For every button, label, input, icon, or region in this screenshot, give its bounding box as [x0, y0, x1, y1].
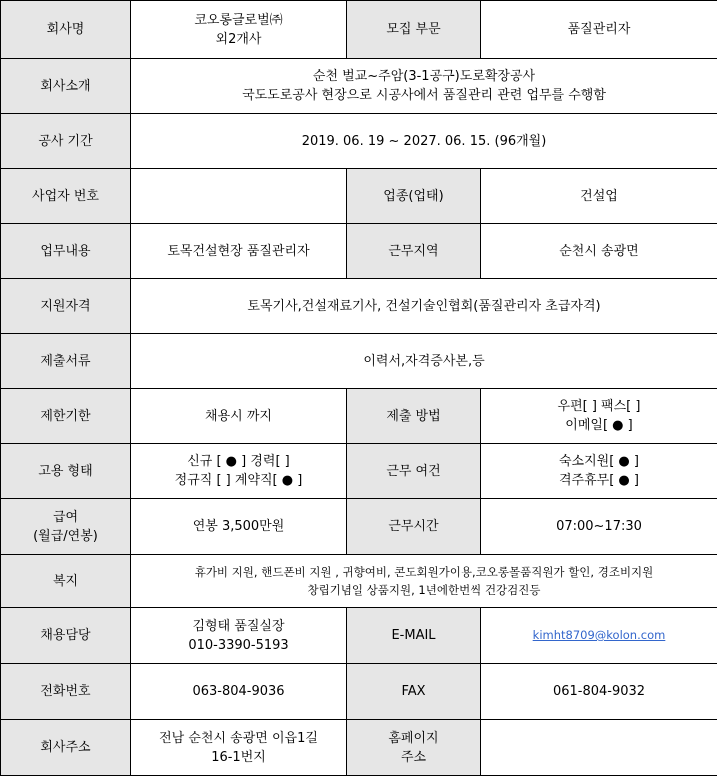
- value-duty: 토목건설현장 품질관리자: [131, 224, 347, 279]
- label-phone: 전화번호: [1, 664, 131, 720]
- row-address: [1, 720, 717, 776]
- label-industry: 업종(업태): [347, 169, 481, 224]
- value-work-hours: 07:00~17:30: [481, 499, 717, 555]
- value-company: 코오롱글로벌㈜ 외2개사: [131, 1, 347, 59]
- label-period: 공사 기간: [1, 114, 131, 169]
- label-company: 회사명: [1, 1, 131, 59]
- label-employment-type: 고용 형태: [1, 444, 131, 499]
- row-phone: [1, 664, 717, 720]
- row-company: [1, 1, 717, 59]
- value-location: 순천시 송광면: [481, 224, 717, 279]
- row-manager: [1, 608, 717, 664]
- row-welfare: [1, 555, 717, 608]
- value-period: 2019. 06. 19 ~ 2027. 06. 15. (96개월): [131, 114, 717, 169]
- value-industry: 건설업: [481, 169, 717, 224]
- label-submit-method: 제출 방법: [347, 389, 481, 444]
- label-manager: 채용담당: [1, 608, 131, 664]
- row-business: [1, 169, 717, 224]
- label-fax: FAX: [347, 664, 481, 720]
- value-submit-method: 우편[ ] 팩스[ ] 이메일[ ● ]: [481, 389, 717, 444]
- value-position: 품질관리자: [481, 1, 717, 59]
- value-employment-type: 신규 [ ● ] 경력[ ] 정규직 [ ] 계약직[ ● ]: [131, 444, 347, 499]
- value-documents: 이력서,자격증사본,등: [131, 334, 717, 389]
- value-intro: 순천 벌교~주암(3-1공구)도로확장공사 국도도로공사 현장으로 시공사에서 품질관리 관련 업무를 수행함: [131, 59, 717, 114]
- email-link[interactable]: kimht8709@kolon.com: [533, 628, 666, 642]
- value-work-conditions: 숙소지원[ ● ] 격주휴무[ ● ]: [481, 444, 717, 499]
- row-salary: [1, 499, 717, 555]
- label-address: 회사주소: [1, 720, 131, 776]
- value-deadline: 채용시 까지: [131, 389, 347, 444]
- row-documents: [1, 334, 717, 389]
- value-fax: 061-804-9032: [481, 664, 717, 720]
- value-address: 전남 순천시 송광면 이읍1길 16-1번지: [131, 720, 347, 776]
- label-email: E-MAIL: [347, 608, 481, 664]
- label-duty: 업무내용: [1, 224, 131, 279]
- row-intro: [1, 59, 717, 114]
- row-qualification: [1, 279, 717, 334]
- value-qualification: 토목기사,건설재료기사, 건설기술인협회(품질관리자 초급자격): [131, 279, 717, 334]
- value-welfare: 휴가비 지원, 핸드폰비 지원 , 귀향여비, 콘도회원가이용,코오롱몰품직원가 할인, 경조비지원 창립기념일 상품지원, 1년에한번씩 건강검진등: [131, 555, 717, 608]
- value-business-number: [131, 169, 347, 224]
- label-work-hours: 근무시간: [347, 499, 481, 555]
- label-welfare: 복지: [1, 555, 131, 608]
- label-work-conditions: 근무 여건: [347, 444, 481, 499]
- label-deadline: 제한기한: [1, 389, 131, 444]
- value-manager: 김형태 품질실장 010-3390-5193: [131, 608, 347, 664]
- label-location: 근무지역: [347, 224, 481, 279]
- row-duty: [1, 224, 717, 279]
- label-salary: 급여 (월급/연봉): [1, 499, 131, 555]
- label-business-number: 사업자 번호: [1, 169, 131, 224]
- value-phone: 063-804-9036: [131, 664, 347, 720]
- value-salary: 연봉 3,500만원: [131, 499, 347, 555]
- label-position: 모집 부문: [347, 1, 481, 59]
- value-homepage: [481, 720, 717, 776]
- value-email: [481, 608, 717, 664]
- label-documents: 제출서류: [1, 334, 131, 389]
- row-deadline: [1, 389, 717, 444]
- label-intro: 회사소개: [1, 59, 131, 114]
- row-employment: [1, 444, 717, 499]
- label-qualification: 지원자격: [1, 279, 131, 334]
- row-period: [1, 114, 717, 169]
- label-homepage: 홈페이지 주소: [347, 720, 481, 776]
